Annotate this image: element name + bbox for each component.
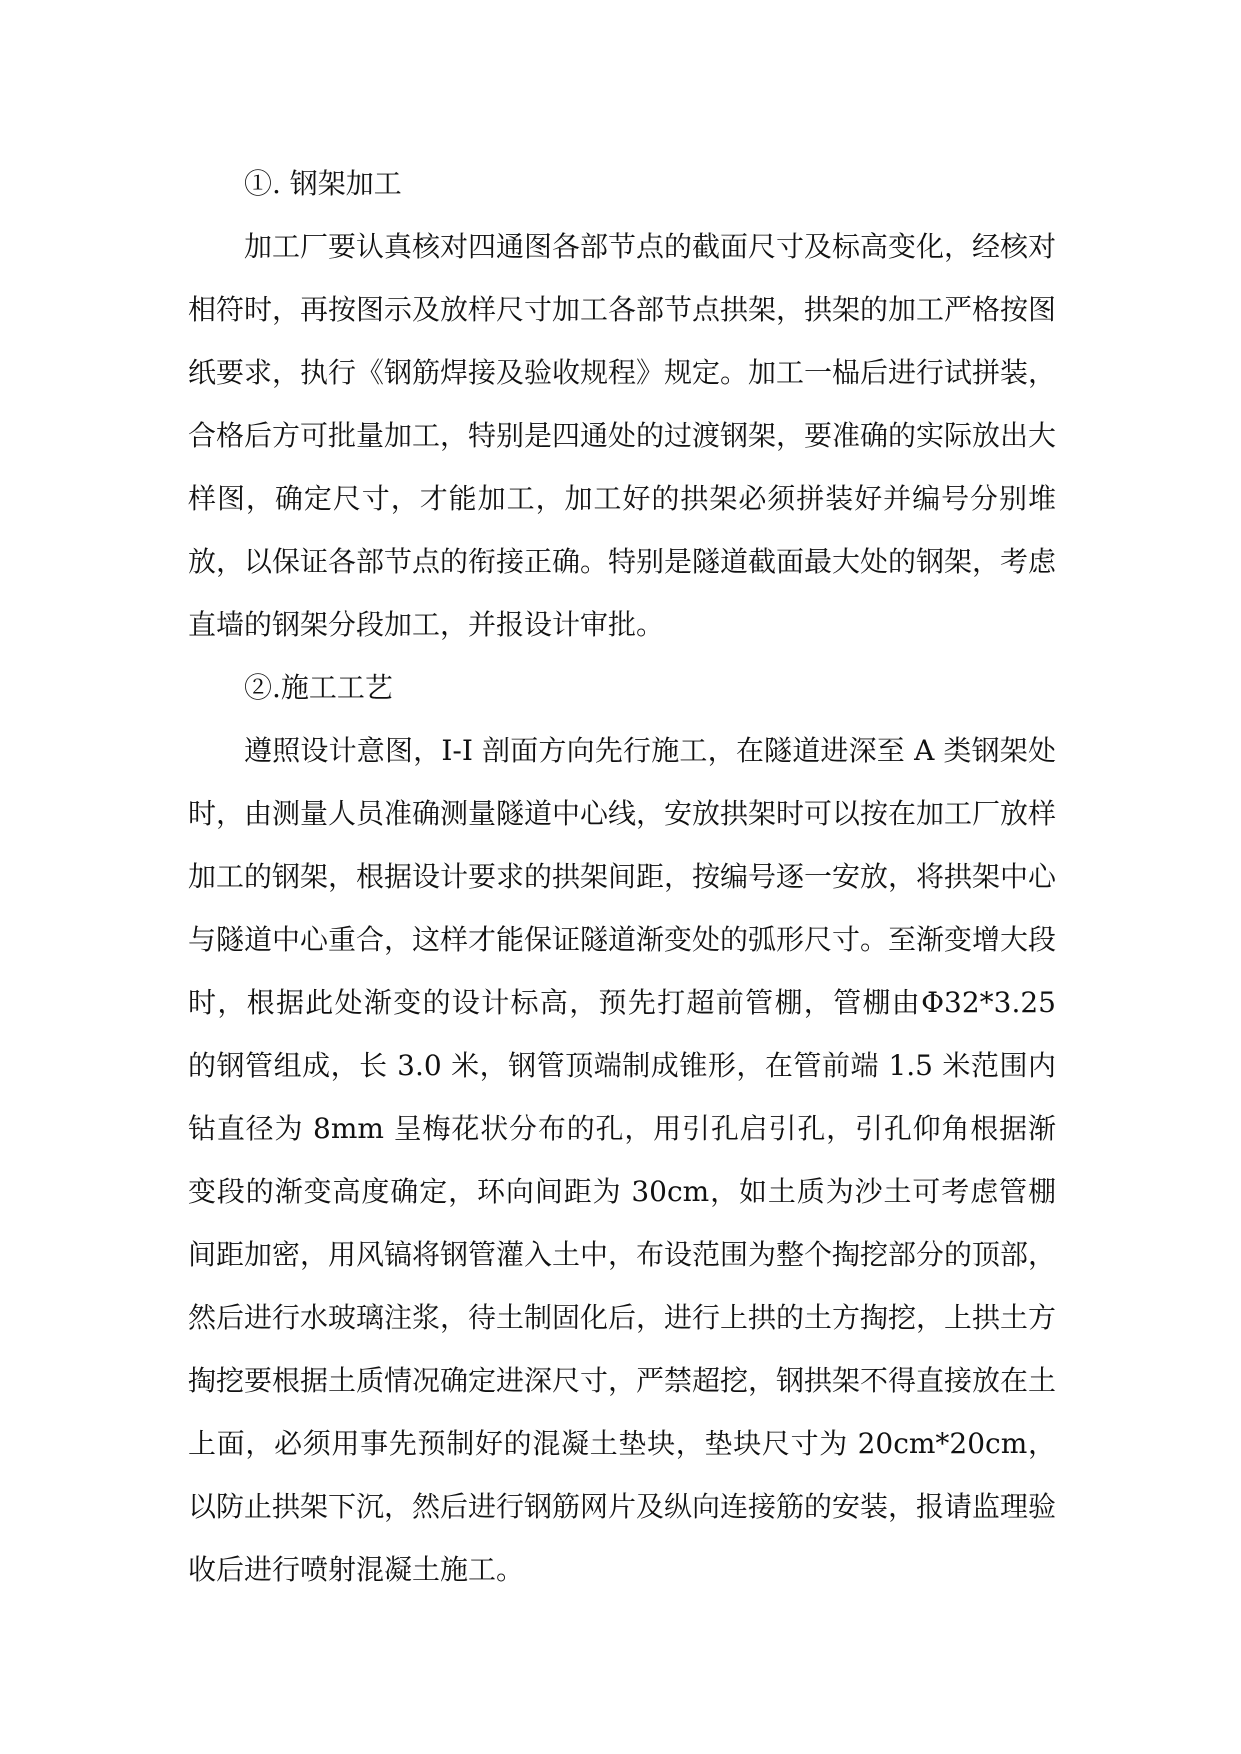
paragraph-construction-process: 遵照设计意图，I-I 剖面方向先行施工，在隧道进深至 A 类钢架处时，由测量人员准确测量隧道中心线，安放拱架时可以按在加工厂放样加工的钢架，根据设计要求的拱架间距，按编号逐一安放，将拱架中心与隧道中心重合，这样才能保证隧道渐变处的弧形尺寸。至渐变增大段时，根据此处渐变的设计标高，预先打超前管棚，管棚由Φ32*3.25 的钢管组成，长 3.0 米，钢管顶端制成锥形，在管前端 1.5 米范围内钻直径为 8mm 呈梅花状分布的孔，用引孔启引孔，引孔仰角根据渐变段的渐变高度确定，环向间距为 30cm，如土质为沙土可考虑管棚间距加密，用风镐将钢管灌入土中，布设范围为整个掏挖部分的顶部，然后进行水玻璃注浆，待土制固化后，进行上拱的土方掏挖，上拱土方掏挖要根据土质情况确定进深尺寸，严禁超挖，钢拱架不得直接放在土上面，必须用事先预制好的混凝土垫块，垫块尺寸为 20cm*20cm，以防止拱架下沉，然后进行钢筋网片及纵向连接筋的安装，报请监理验收后进行喷射混凝土施工。 <box>188 734 1057 1586</box>
section-heading-construction-process: ②.施工工艺 <box>244 671 393 704</box>
section-heading-steel-frame-processing: ①. 钢架加工 <box>244 167 402 200</box>
document-body <box>188 152 1056 1601</box>
paragraph-steel-frame-processing: 加工厂要认真核对四通图各部节点的截面尺寸及标高变化，经核对相符时，再按图示及放样尺寸加工各部节点拱架，拱架的加工严格按图纸要求，执行《钢筋焊接及验收规程》规定。加工一榀后进行试拼装，合格后方可批量加工，特别是四通处的过渡钢架，要准确的实际放出大样图，确定尺寸，才能加工，加工好的拱架必须拼装好并编号分别堆放，以保证各部节点的衔接正确。特别是隧道截面最大处的钢架，考虑直墙的钢架分段加工，并报设计审批。 <box>188 230 1057 641</box>
